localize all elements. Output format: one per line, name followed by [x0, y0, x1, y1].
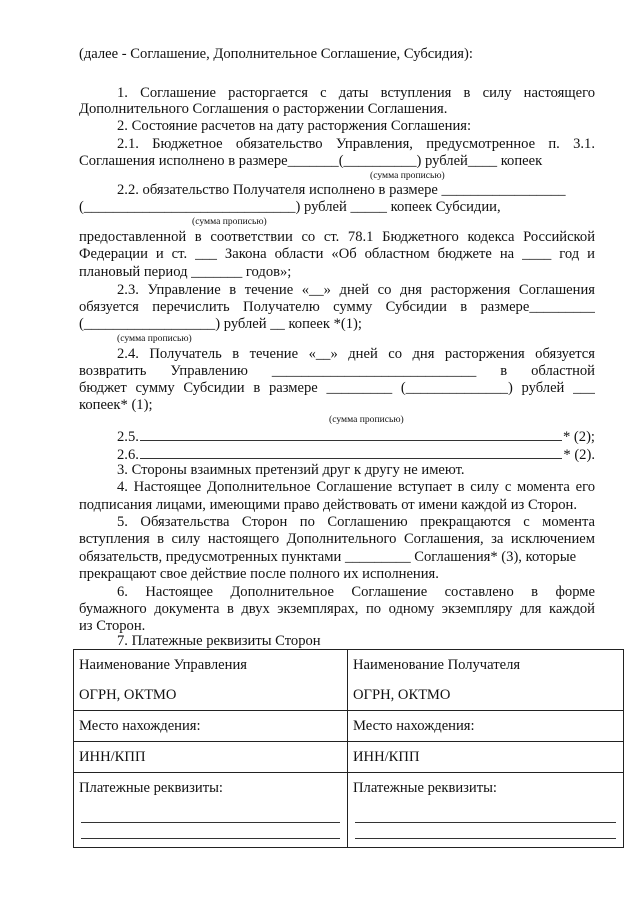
clause-2-4-line-2: возвратить Управлению ____________________________ в областной [79, 363, 595, 379]
clause-1-line-1: 1. Соглашение расторгается с даты вступления в силу настоящего [117, 85, 595, 101]
recipient-payment-label: Платежные реквизиты: [353, 780, 497, 796]
clause-2-4-line-4: копеек* (1); [79, 397, 153, 413]
clause-6-line-2: бумажного документа в двух экземплярах, по одному экземпляру для каждой [79, 601, 595, 617]
clause-2-5-label: 2.5. [117, 429, 139, 445]
recipient-inn-label: ИНН/КПП [353, 749, 420, 765]
clause-2-4-line-1: 2.4. Получатель в течение «__» дней со дня расторжения обязуется [117, 346, 595, 362]
clause-4-line-1: 4. Настоящее Дополнительное Соглашение вступает в силу с момента его [117, 479, 595, 495]
authority-location-label: Место нахождения: [79, 718, 201, 734]
clause-4-line-2: подписания лицами, имеющими право действовать от имени каждой из Сторон. [79, 497, 578, 513]
clause-2-5-suffix: * (2); [562, 429, 595, 445]
clause-2-heading: 2. Состояние расчетов на дату расторжения Соглашения: [117, 118, 472, 134]
recipient-payment-blank-1 [355, 807, 616, 823]
clause-2-6-label: 2.6. [117, 447, 139, 463]
recipient-location-label: Место нахождения: [353, 718, 475, 734]
payment-details-table [73, 649, 624, 848]
clause-5-line-4: прекращают свое действие после полного их исполнения. [79, 566, 439, 582]
clause-5-line-2: вступления в силу настоящего Дополнительного Соглашения, за исключением [79, 531, 595, 547]
table-cell-right-name [348, 650, 624, 711]
authority-payment-blank-1 [81, 807, 340, 823]
clause-2-3-sum-note: (сумма прописью) [117, 333, 192, 344]
clause-2-2-line-2: (_____________________________) рублей _____ копеек Субсидии, [79, 199, 501, 215]
clause-5-line-3: обязательств, предусмотренных пунктами _________ Соглашения* (3), которые [79, 549, 577, 565]
clause-2-1-sum-note: (сумма прописью) [370, 170, 445, 181]
table-row-inn [74, 742, 624, 773]
authority-name-label: Наименование Управления [79, 657, 247, 673]
recipient-name-label: Наименование Получателя [353, 657, 521, 673]
table-cell-right-payment [348, 773, 624, 848]
table-cell-left-payment [74, 773, 348, 848]
clause-5-line-1: 5. Обязательства Сторон по Соглашению прекращаются с момента [117, 514, 595, 530]
clause-2-5-blank [140, 427, 562, 441]
table-cell-right-inn [348, 742, 624, 773]
clause-2-2-sum-note: (сумма прописью) [192, 216, 267, 227]
table-cell-right-location [348, 711, 624, 742]
clause-2-3-line-3: (__________________) рублей __ копеек *(1); [79, 316, 362, 332]
clause-6-line-3: из Сторон. [79, 618, 146, 634]
authority-inn-label: ИНН/КПП [79, 749, 146, 765]
clause-1-line-2: Дополнительного Соглашения о расторжении Соглашения. [79, 101, 448, 117]
table-cell-left-name [74, 650, 348, 711]
table-cell-left-location [74, 711, 348, 742]
clause-2-1-line-1: 2.1. Бюджетное обязательство Управления, предусмотренное п. 3.1. [117, 136, 595, 152]
authority-ogrn-label: ОГРН, ОКТМО [79, 687, 177, 703]
clause-2-1-line-2: Соглашения исполнено в размере_______(__________) рублей____ копеек [79, 153, 543, 169]
clause-2-2-line-3: предоставленной в соответствии со ст. 78.1 Бюджетного кодекса Российской [79, 229, 595, 245]
authority-payment-label: Платежные реквизиты: [79, 780, 223, 796]
clause-2-5-line [117, 427, 595, 446]
clause-3-line: 3. Стороны взаимных претензий друг к другу не имеют. [117, 462, 465, 478]
clause-2-3-line-2: обязуется перечислить Получателю сумму Субсидии в размере_________ [79, 299, 595, 315]
clause-2-3-line-1: 2.3. Управление в течение «__» дней со дня расторжения Соглашения [117, 282, 595, 298]
recipient-ogrn-label: ОГРН, ОКТМО [353, 687, 451, 703]
table-row-payment [74, 773, 624, 848]
clause-2-4-sum-note: (сумма прописью) [329, 414, 404, 425]
table-cell-left-inn [74, 742, 348, 773]
clause-2-4-line-3: бюджет сумму Субсидии в размере _________ (______________) рублей ___ [79, 380, 595, 396]
clause-2-6-suffix: * (2). [563, 447, 595, 463]
clause-2-2-line-5: плановый период _______ годов»; [79, 264, 292, 280]
table-row-location [74, 711, 624, 742]
clause-2-2-line-1: 2.2. обязательство Получателя исполнено в размере _________________ [117, 182, 566, 198]
clause-2-6-blank [140, 445, 562, 459]
authority-payment-blank-2 [81, 823, 340, 839]
clause-6-line-1: 6. Настоящее Дополнительное Соглашение составлено в форме [117, 584, 595, 600]
clause-7-heading: 7. Платежные реквизиты Сторон [117, 633, 321, 649]
table-row-name [74, 650, 624, 711]
clause-2-2-line-4: Федерации и ст. ___ Закона области «Об областном бюджете на ____ год и [79, 246, 595, 262]
recipient-payment-blank-2 [355, 823, 616, 839]
intro-line: (далее - Соглашение, Дополнительное Соглашение, Субсидия): [79, 46, 473, 62]
